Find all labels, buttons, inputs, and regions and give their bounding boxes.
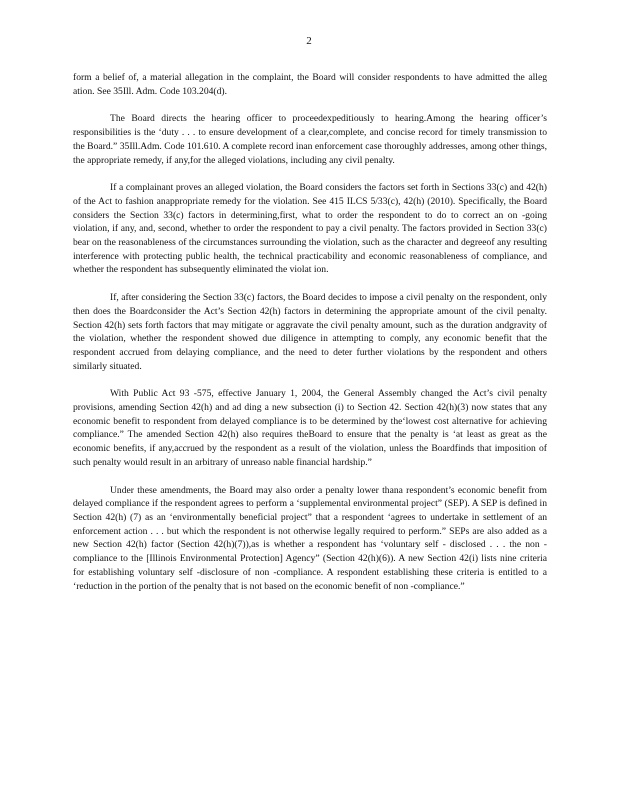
page-number: 2 — [306, 35, 312, 47]
paragraph-1: form a belief of, a material allegation in the complaint, the Board will consider respondents to have admitted the alleg ation. See 35Ill. Adm. Code 103.204(d). — [73, 72, 547, 97]
body-text — [73, 71, 547, 593]
paragraph-2: The Board directs the hearing officer to proceedexpeditiously to hearing.Among the hearing officer’s responsibilities is the ‘duty . . . to ensure development of a clear,complete, and concise record for timely transmission to the Board.” 35Ill.Adm. Code 101.610. A complete record inan enforcement case thoroughly addresses, among other things, the appropriate remedy, if any,for the alleged violations, including any civil penalty. — [73, 113, 547, 166]
paragraph-5: With Public Act 93 -575, effective January 1, 2004, the General Assembly changed the Act’s civil penalty provisions, amending Section 42(h) and ad ding a new subsection (i) to Section 42. Section 42(h)(3) now states that any economic benefit to respondent from delayed compliance is to be determined by the‘lowest cost alternative for achieving compliance.” The amended Section 42(h) also requires theBoard to ensure that the penalty is ‘at least as great as the economic benefits, if any,accrued by the respondent as a result of the violation, unless the Boardfinds that imposition of such penalty would result in an arbitrary of unreaso nable financial hardship.” — [73, 388, 547, 468]
paragraph-3: If a complainant proves an alleged violation, the Board considers the factors set forth in Sections 33(c) and 42(h) of the Act to fashion anappropriate remedy for the violation. See 415 ILCS 5/33(c), 42(h) (2010). Specifically, the Board considers the Section 33(c) factors in determining,first, what to order the respondent to do to correct an on -going violation, if any, and, second, whether to order the respondent to pay a civil penalty. The factors provided in Section 33(c) bear on the reasonableness of the circumstances surrounding the violation, such as the character and degreeof any resulting interference with protecting public health, the technical practicability and economic reasonableness of compliance, and whether the respondent has subsequently eliminated the violat ion. — [73, 182, 547, 276]
paragraph-4: If, after considering the Section 33(c) factors, the Board decides to impose a civil penalty on the respondent, only then does the Boardconsider the Act’s Section 42(h) factors in determining the appropriate amount of the civil penalty. Section 42(h) sets forth factors that may mitigate or aggravate the civil penalty amount, such as the duration andgravity of the violation, whether the respondent showed due diligence in attempting to comply, any economic benefit that the respondent accrued from delaying compliance, and the need to deter further violations by the respondent and others similarly situated. — [73, 292, 547, 372]
paragraph-6: Under these amendments, the Board may also order a penalty lower thana respondent’s economic benefit from delayed compliance if the respondent agrees to perform a ‘supplemental environmental project” (SEP). A SEP is defined in Section 42(h) (7) as an ‘environmentally beneficial project” that a respondent ‘agrees to undertake in settlement of an enforcement action . . . but which the respondent is not otherwise legally required to perform.” SEPs are also added as a new Section 42(h) factor (Section 42(h)(7)),as is whether a respondent has ‘voluntary self - disclosed . . . the non -compliance to the [Illinois Environmental Protection] Agency” (Section 42(h)(6)). A new Section 42(i) lists nine criteria for establishing voluntary self -disclosure of non -compliance. A respondent establishing these criteria is entitled to a ‘reduction in the portion of the penalty that is not based on the economic benefit of non -compliance.” — [73, 484, 547, 592]
